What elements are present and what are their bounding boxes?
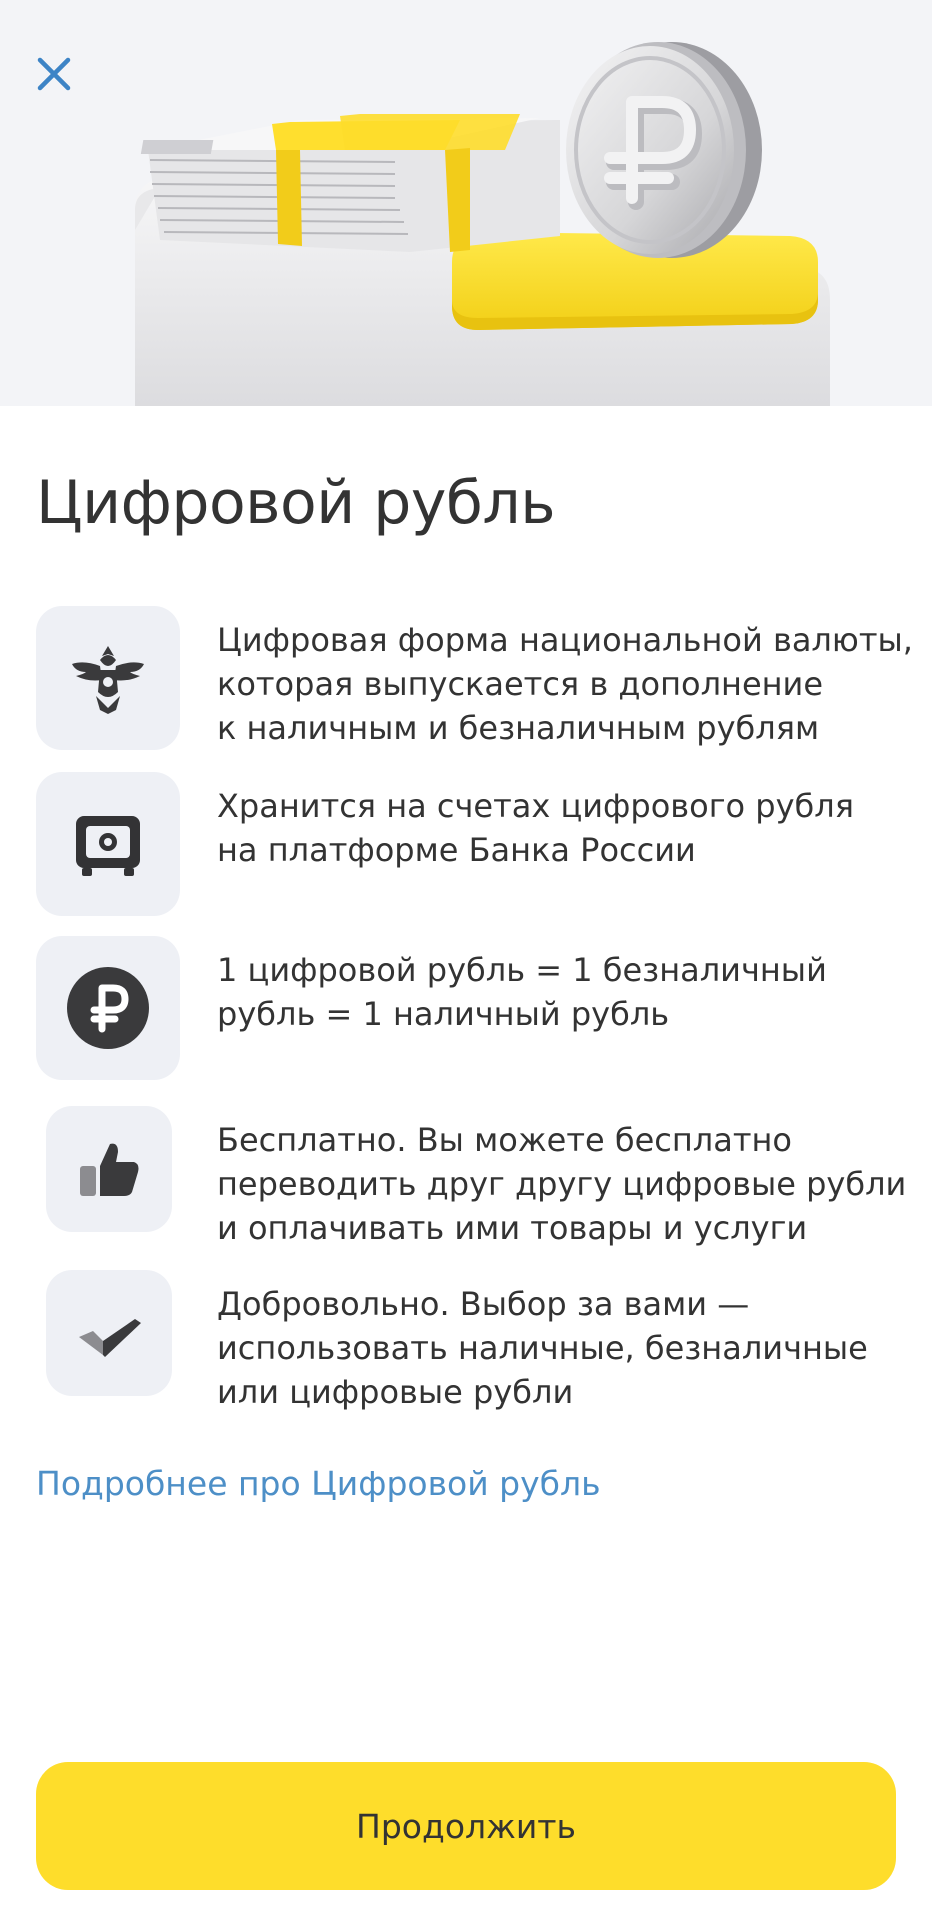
safe-icon xyxy=(68,804,148,884)
feature-item-equivalence xyxy=(36,936,896,1086)
feature-icon-box xyxy=(46,1106,172,1232)
feature-item-storage xyxy=(36,772,896,922)
thumbs-up-icon xyxy=(74,1134,144,1204)
feature-icon-box xyxy=(36,772,180,916)
page-title: Цифровой рубль xyxy=(36,468,556,538)
feature-text: Цифровая форма национальной валюты, которая выпускается в дополнение к наличным и безналичным рублям xyxy=(217,621,913,747)
eagle-emblem-icon xyxy=(66,636,150,720)
feature-icon-box xyxy=(36,936,180,1080)
more-info-link[interactable]: Подробнее про Цифровой рубль xyxy=(36,1464,601,1503)
digital-ruble-illustration xyxy=(0,0,932,406)
feature-text: Хранится на счетах цифрового рубля на платформе Банка России xyxy=(217,787,854,869)
close-icon xyxy=(36,56,72,92)
checkmark-icon xyxy=(73,1297,145,1369)
feature-item-national-currency xyxy=(36,606,913,756)
feature-item-voluntary xyxy=(36,1270,896,1420)
feature-text: Бесплатно. Вы можете бесплатно переводить друг другу цифровые рубли и оплачивать ими товары и услуги xyxy=(217,1121,907,1247)
hero-banner xyxy=(0,0,932,406)
continue-button[interactable]: Продолжить xyxy=(36,1762,896,1890)
feature-text: 1 цифровой рубль = 1 безналичный рубль = 1 наличный рубль xyxy=(217,951,827,1033)
ruble-coin-icon xyxy=(65,965,151,1051)
feature-icon-box xyxy=(36,606,180,750)
feature-icon-box xyxy=(46,1270,172,1396)
feature-item-free xyxy=(36,1106,907,1256)
feature-text: Добровольно. Выбор за вами — использовать наличные, безналичные или цифровые рубли xyxy=(217,1285,868,1411)
close-button[interactable] xyxy=(36,56,88,108)
